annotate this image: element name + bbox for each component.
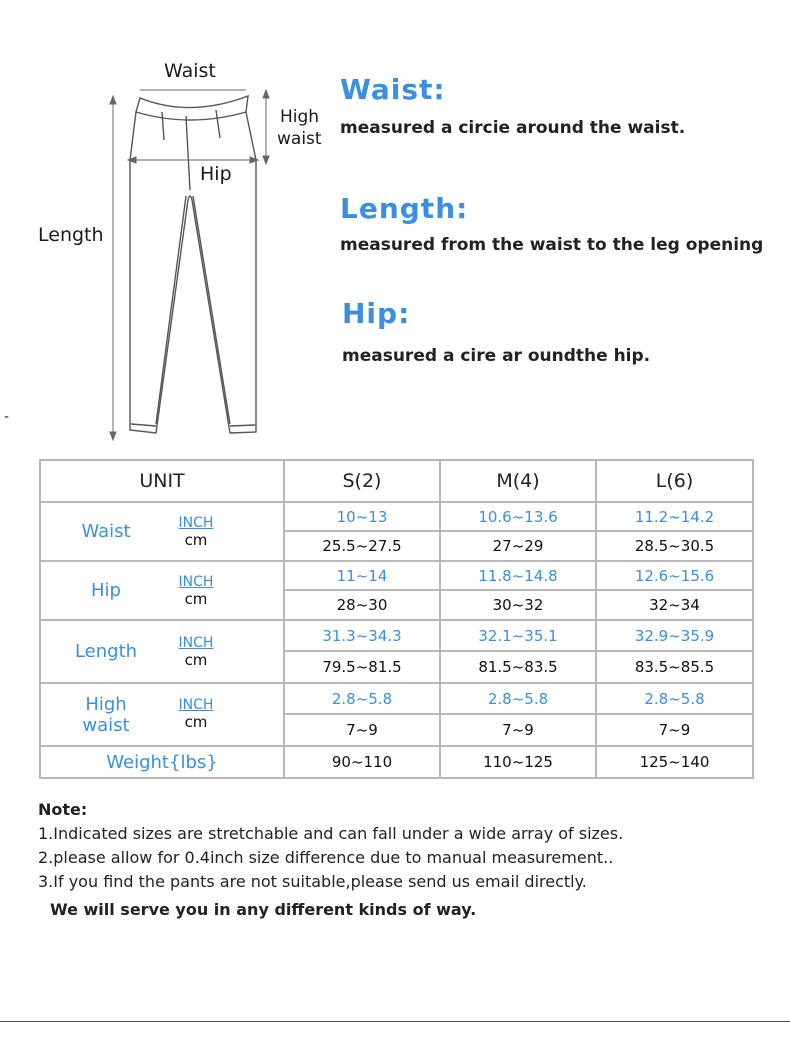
cell-cm: 30~32 bbox=[440, 590, 596, 620]
table-row bbox=[40, 620, 753, 651]
header-m: M(4) bbox=[440, 460, 596, 502]
weight-value: 110~125 bbox=[440, 746, 596, 778]
cell-inch: 2.8~5.8 bbox=[596, 683, 753, 714]
header-l: L(6) bbox=[596, 460, 753, 502]
cell-inch: 10~13 bbox=[284, 502, 440, 531]
diagram-label-hip: Hip bbox=[200, 163, 232, 185]
cell-cm: 7~9 bbox=[596, 714, 753, 746]
length-desc: measured from the waist to the leg opening bbox=[340, 235, 764, 255]
cell-cm: 32~34 bbox=[596, 590, 753, 620]
header-unit: UNIT bbox=[40, 460, 284, 502]
hip-desc: measured a cire ar oundthe hip. bbox=[342, 346, 651, 366]
diagram-label-waist: Waist bbox=[164, 60, 216, 82]
cell-cm: 81.5~83.5 bbox=[440, 651, 596, 683]
table-row bbox=[40, 561, 753, 590]
cell-cm: 28.5~30.5 bbox=[596, 531, 753, 561]
diagram-label-waist2: waist bbox=[277, 129, 322, 149]
table-row bbox=[40, 502, 753, 531]
note-item: 2.please allow for 0.4inch size difference due to manual measurement.. bbox=[38, 848, 614, 867]
waist-desc: measured a circie around the waist. bbox=[340, 118, 686, 138]
cell-inch: 2.8~5.8 bbox=[284, 683, 440, 714]
cell-inch: 12.6~15.6 bbox=[596, 561, 753, 590]
cell-cm: 28~30 bbox=[284, 590, 440, 620]
diagram-label-high: High bbox=[280, 107, 320, 127]
unit-inch: INCH bbox=[178, 515, 214, 531]
notes-block bbox=[38, 798, 623, 922]
weight-value: 90~110 bbox=[284, 746, 440, 778]
table-row bbox=[40, 746, 753, 778]
unit-cm: cm bbox=[184, 651, 208, 669]
weight-label: Weight{lbs} bbox=[40, 746, 284, 778]
note-item: 1.Indicated sizes are stretchable and can fall under a wide array of sizes. bbox=[38, 824, 624, 843]
row-name: Waist bbox=[81, 521, 131, 542]
diagram-label-length: Length bbox=[38, 224, 104, 246]
cell-inch: 11.8~14.8 bbox=[440, 561, 596, 590]
unit-cm: cm bbox=[184, 531, 208, 549]
note-item: 3.If you find the pants are not suitable,please send us email directly. bbox=[38, 872, 587, 891]
cell-inch: 11.2~14.2 bbox=[596, 502, 753, 531]
stray-mark: - bbox=[4, 409, 10, 425]
cell-cm: 25.5~27.5 bbox=[284, 531, 440, 561]
cell-inch: 32.1~35.1 bbox=[440, 620, 596, 651]
cell-cm: 79.5~81.5 bbox=[284, 651, 440, 683]
unit-inch: INCH bbox=[178, 696, 214, 713]
hip-title: Hip: bbox=[342, 297, 411, 330]
cell-cm: 7~9 bbox=[440, 714, 596, 746]
header-s: S(2) bbox=[284, 460, 440, 502]
closing-line: We will serve you in any different kinds of way. bbox=[50, 900, 477, 919]
unit-inch: INCH bbox=[178, 635, 214, 651]
cell-cm: 27~29 bbox=[440, 531, 596, 561]
row-name: Hip bbox=[91, 580, 121, 601]
row-name: High bbox=[85, 693, 127, 715]
row-name: Length bbox=[74, 641, 138, 662]
table-row bbox=[40, 683, 753, 714]
cell-inch: 2.8~5.8 bbox=[440, 683, 596, 714]
length-title: Length: bbox=[340, 192, 469, 225]
pants-diagram bbox=[0, 0, 330, 450]
unit-cm: cm bbox=[184, 712, 208, 731]
row-label-waist bbox=[40, 502, 284, 561]
row-label-high-waist bbox=[40, 683, 284, 746]
row-label-length bbox=[40, 620, 284, 683]
bottom-divider bbox=[0, 1021, 790, 1022]
table-header-row bbox=[40, 460, 753, 502]
cell-inch: 11~14 bbox=[284, 561, 440, 590]
unit-cm: cm bbox=[184, 590, 208, 608]
unit-inch: INCH bbox=[178, 574, 214, 590]
size-table bbox=[39, 459, 754, 779]
weight-value: 125~140 bbox=[596, 746, 753, 778]
waist-title: Waist: bbox=[340, 73, 446, 106]
cell-inch: 31.3~34.3 bbox=[284, 620, 440, 651]
notes-title: Note: bbox=[38, 800, 88, 819]
row-name-line2: waist bbox=[82, 714, 130, 736]
cell-cm: 7~9 bbox=[284, 714, 440, 746]
row-label-hip bbox=[40, 561, 284, 620]
cell-inch: 32.9~35.9 bbox=[596, 620, 753, 651]
cell-cm: 83.5~85.5 bbox=[596, 651, 753, 683]
cell-inch: 10.6~13.6 bbox=[440, 502, 596, 531]
